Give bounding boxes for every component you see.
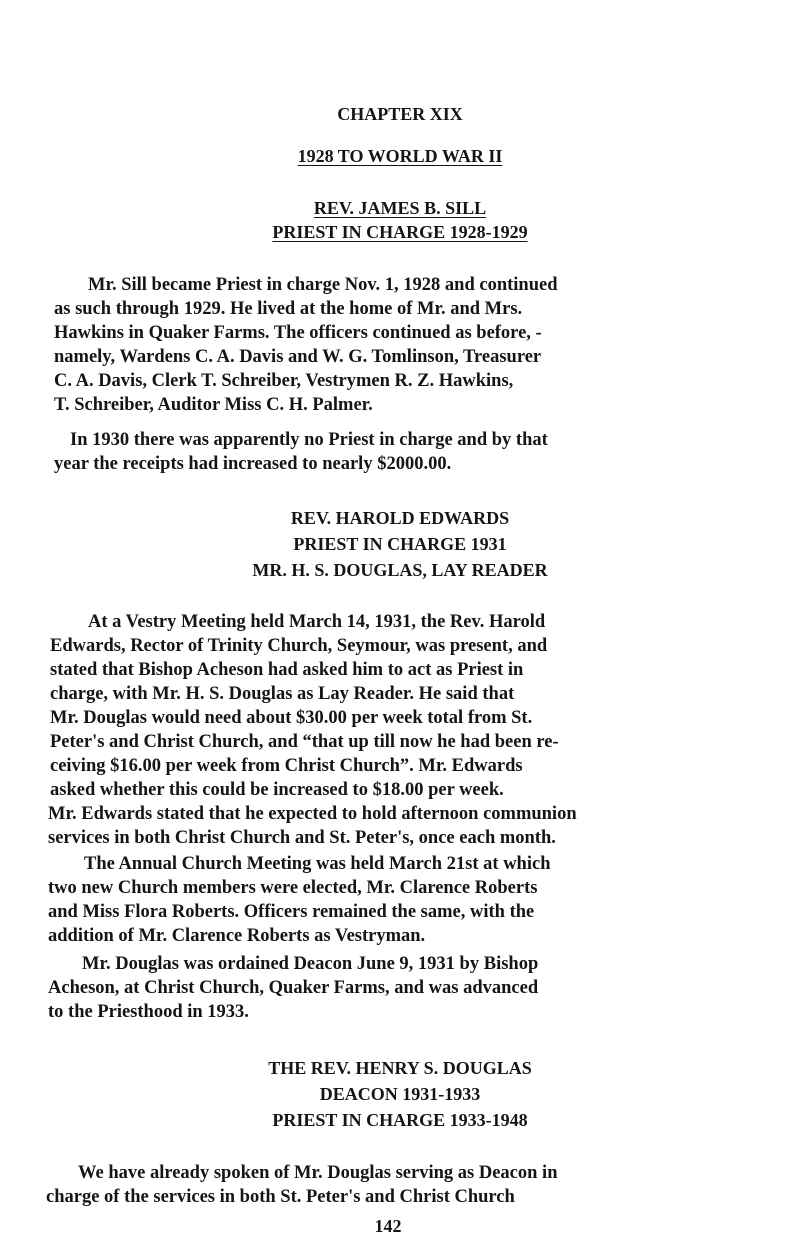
body-line: C. A. Davis, Clerk T. Schreiber, Vestrymen R. Z. Hawkins, [54, 371, 514, 391]
body-line: Edwards, Rector of Trinity Church, Seymour, was present, and [50, 636, 548, 656]
chapter-subtitle-text: 1928 TO WORLD WAR II [297, 146, 503, 166]
body-line: We have already spoken of Mr. Douglas serving as Deacon in [78, 1163, 558, 1183]
body-line: addition of Mr. Clarence Roberts as Vestryman. [48, 926, 426, 946]
body-line: Mr. Douglas would need about $30.00 per week total from St. [50, 708, 533, 728]
section-heading-sill-role [0, 220, 800, 244]
body-line: At a Vestry Meeting held March 14, 1931, the Rev. Harold [88, 612, 546, 632]
body-line: services in both Christ Church and St. Peter's, once each month. [48, 828, 556, 848]
body-line: stated that Bishop Acheson had asked him to act as Priest in [50, 660, 524, 680]
body-line: namely, Wardens C. A. Davis and W. G. Tomlinson, Treasurer [54, 347, 542, 367]
body-line: The Annual Church Meeting was held March 21st at which [84, 854, 551, 874]
section-heading-henry-douglas-name: THE REV. HENRY S. DOUGLAS [268, 1058, 532, 1078]
body-line: Mr. Sill became Priest in charge Nov. 1, 1928 and continued [88, 275, 558, 295]
section-heading-edwards-name: REV. HAROLD EDWARDS [290, 508, 510, 528]
body-line: asked whether this could be increased to $18.00 per week. [50, 780, 504, 800]
body-line: Acheson, at Christ Church, Quaker Farms, and was advanced [48, 978, 539, 998]
body-line: Mr. Douglas was ordained Deacon June 9, 1931 by Bishop [82, 954, 539, 974]
body-line: charge of the services in both St. Peter's and Christ Church [46, 1187, 515, 1207]
body-line: year the receipts had increased to nearly $2000.00. [54, 454, 452, 474]
body-line: charge, with Mr. H. S. Douglas as Lay Reader. He said that [50, 684, 515, 704]
body-line: to the Priesthood in 1933. [48, 1002, 249, 1022]
body-line: T. Schreiber, Auditor Miss C. H. Palmer. [54, 395, 373, 415]
heading-line: PRIEST IN CHARGE 1928-1929 [272, 222, 528, 242]
section-heading-edwards-role: PRIEST IN CHARGE 1931 [293, 534, 507, 554]
section-heading-sill-name [0, 196, 800, 220]
section-heading-henry-douglas-deacon: DEACON 1931-1933 [319, 1084, 481, 1104]
body-line: Hawkins in Quaker Farms. The officers continued as before, - [54, 323, 542, 343]
body-line: In 1930 there was apparently no Priest in charge and by that [70, 430, 548, 450]
section-heading-douglas-lay-reader: MR. H. S. DOUGLAS, LAY READER [252, 560, 548, 580]
body-line: two new Church members were elected, Mr. Clarence Roberts [48, 878, 538, 898]
page-number: 142 [374, 1216, 402, 1236]
chapter-subtitle [0, 144, 800, 168]
chapter-title: CHAPTER XIX [337, 104, 463, 124]
body-line: ceiving $16.00 per week from Christ Church”. Mr. Edwards [50, 756, 523, 776]
section-heading-henry-douglas-priest: PRIEST IN CHARGE 1933-1948 [272, 1110, 528, 1130]
body-line: as such through 1929. He lived at the home of Mr. and Mrs. [54, 299, 523, 319]
body-line: and Miss Flora Roberts. Officers remained the same, with the [48, 902, 535, 922]
body-line: Mr. Edwards stated that he expected to hold afternoon communion [48, 804, 577, 824]
body-line: Peter's and Christ Church, and “that up till now he had been re- [50, 732, 559, 752]
heading-line: REV. JAMES B. SILL [313, 198, 487, 218]
